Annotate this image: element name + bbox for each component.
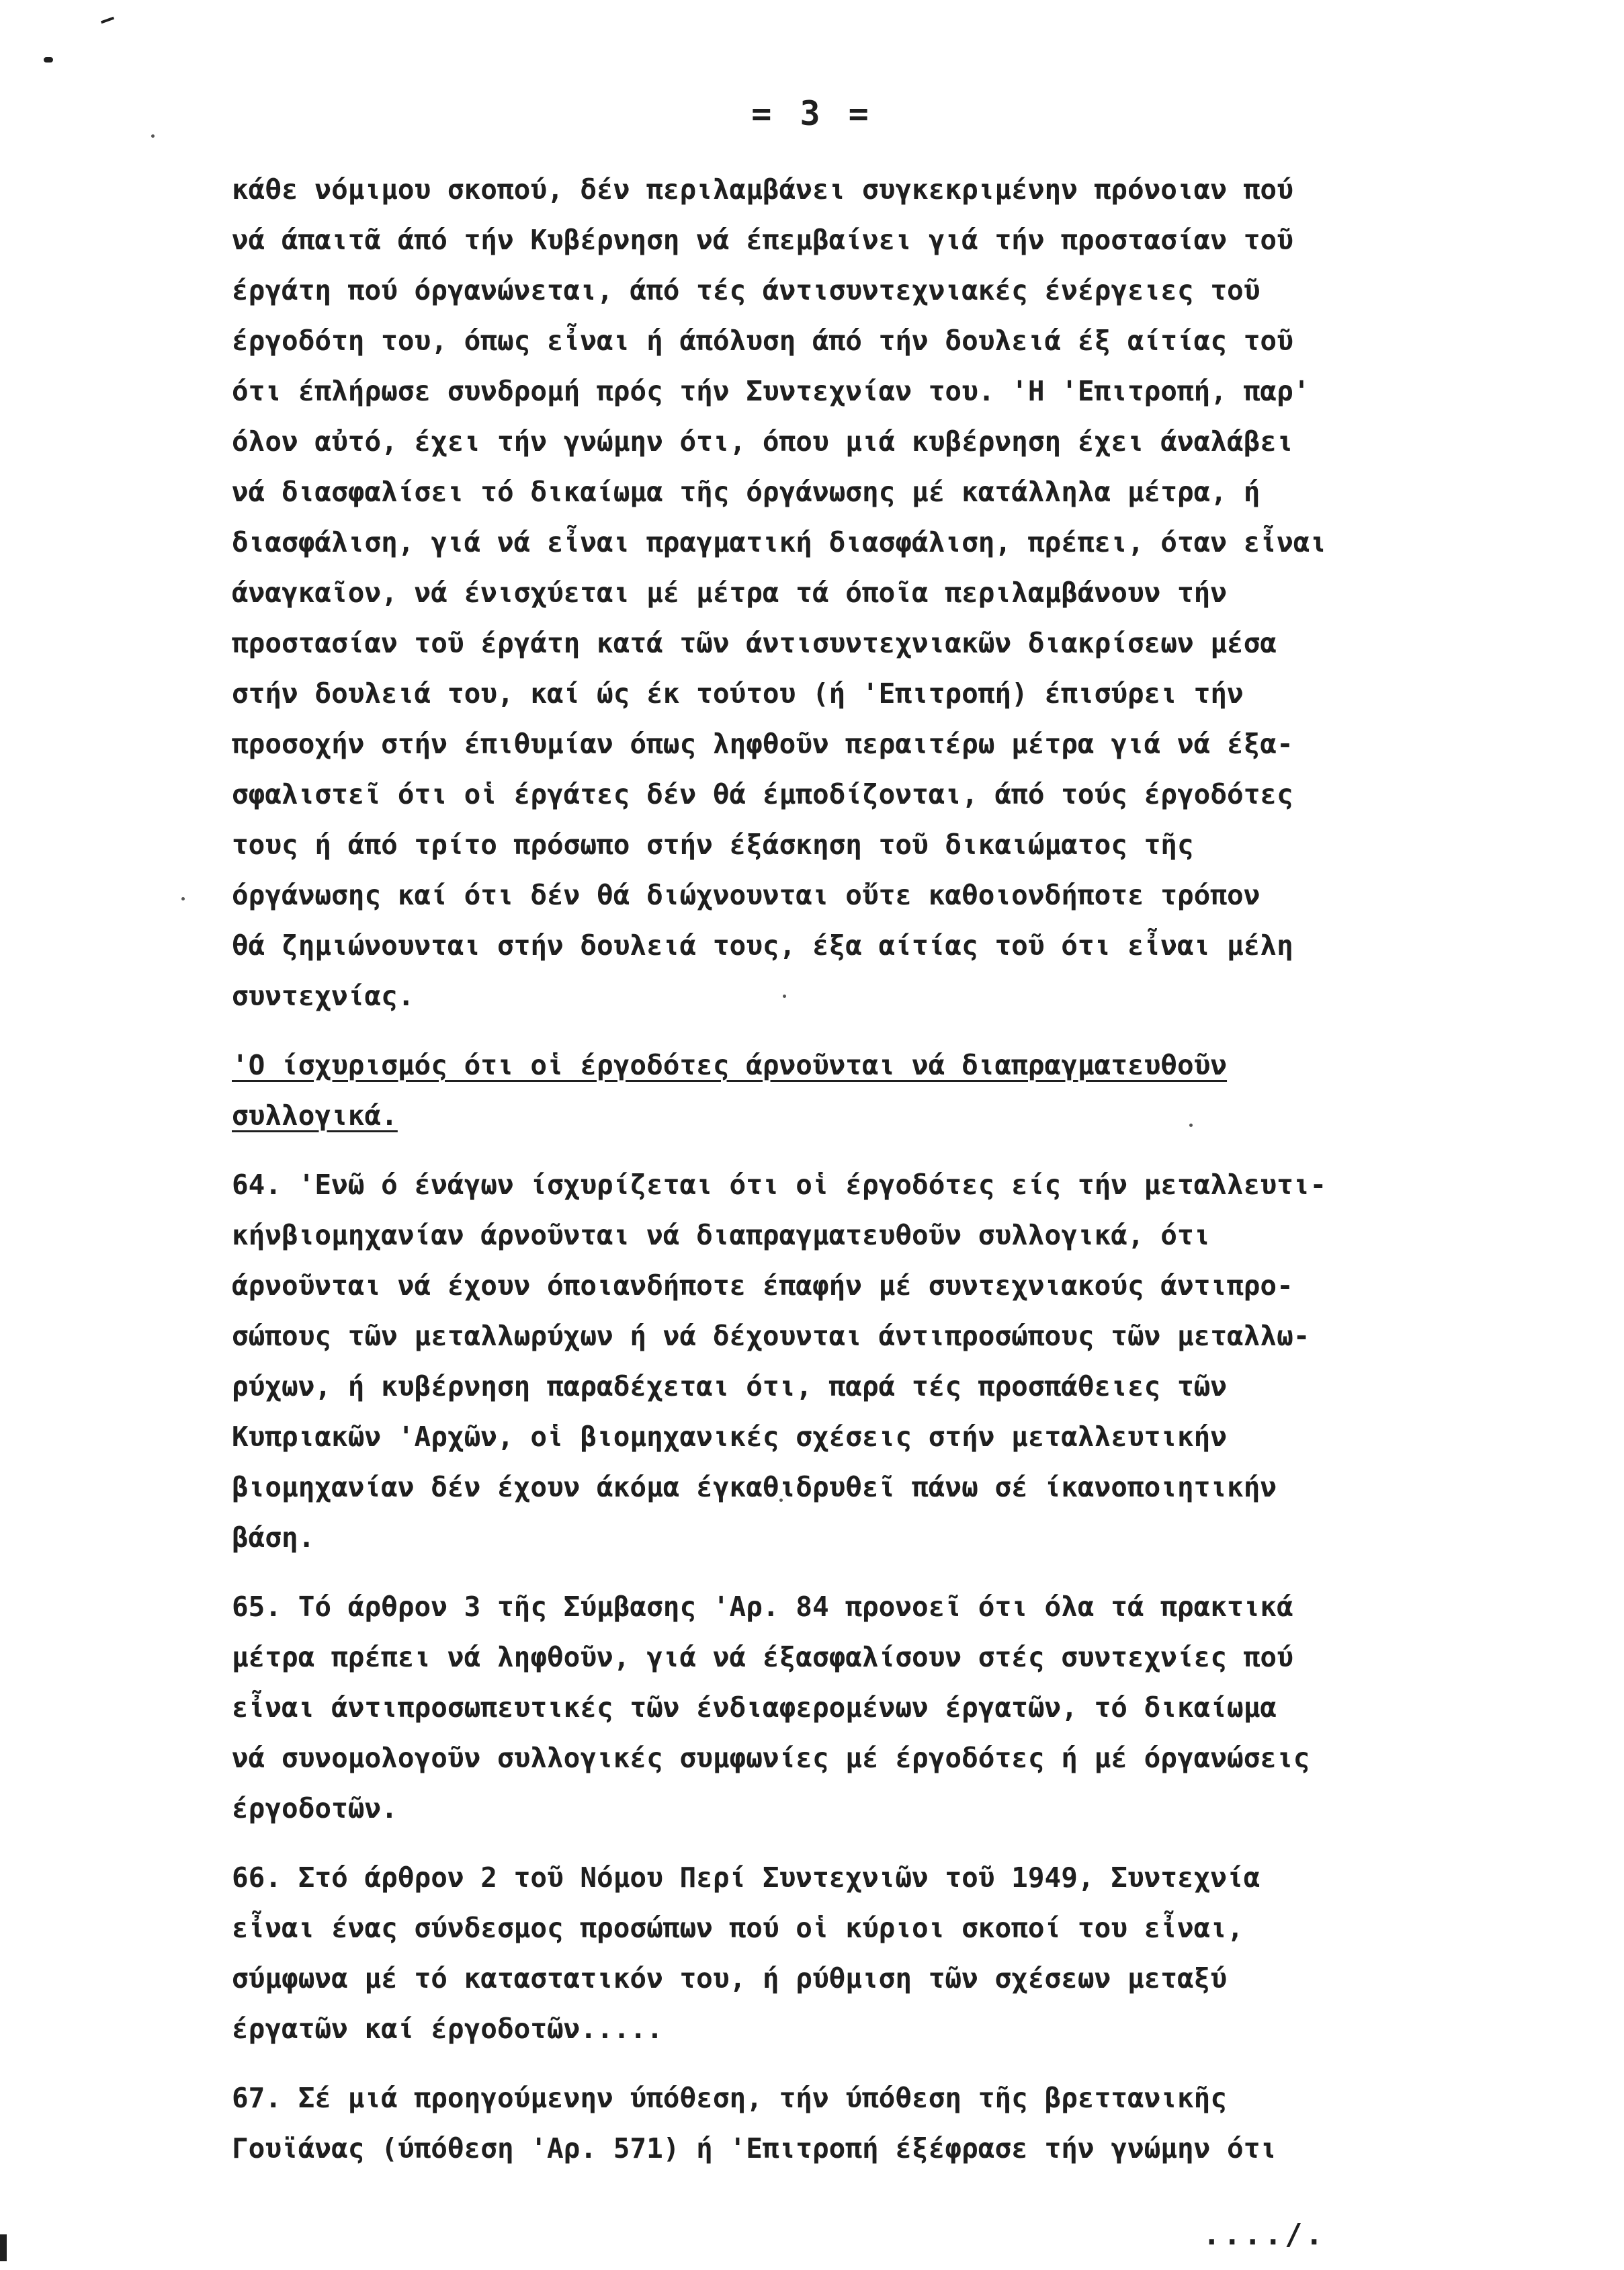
paragraph-67 [232,2073,1542,2174]
text-line: κάθε νόμιμου σκοπού, δέν περιλαμβάνει συγκεκριμένην πρόνοιαν πού [232,173,1293,206]
text-line: εἶναι ένας σύνδεσμος προσώπων πού οἱ κύριοι σκοποί του εἶναι, [232,1912,1244,1944]
text-line: διασφάλιση, γιά νά εἶναι πραγματική διασφάλιση, πρέπει, όταν εἶναι [232,526,1327,558]
text-line: ότι έπλήρωσε συνδρομή πρός τήν Συντεχνίαν του. 'Η 'Επιτροπή, παρ' [232,375,1310,407]
heading-line: 'Ο ίσχυρισμός ότι οἱ έργοδότες άρνοῦνται νά διαπραγματευθοῦν [232,1049,1228,1081]
document-body [232,165,1542,2174]
text-line: σφαλιστεῖ ότι οἱ έργάτες δέν θά έμποδίζονται, άπό τούς έργοδότες [232,778,1293,810]
text-line: προσοχήν στήν έπιθυμίαν όπως ληφθοῦν περαιτέρω μέτρα γιά νά έξα- [232,728,1293,760]
scan-speck-top [101,17,114,24]
text-line: νά συνομολογοῦν συλλογικές συμφωνίες μέ έργοδότες ή μέ όργανώσεις [232,1742,1310,1774]
text-line: στήν δουλειά του, καί ώς έκ τούτου (ή 'Επιτροπή) έπισύρει τήν [232,677,1244,710]
text-line: έργοδοτῶν. [232,1792,398,1824]
text-line: θά ζημιώνουνται στήν δουλειά τους, έξα αίτίας τοῦ ότι εἶναι μέλη [232,929,1293,962]
text-line: έργατῶν καί έργοδοτῶν..... [232,2013,663,2045]
paragraph-gap [232,1141,1542,1160]
text-line: νά άπαιτᾶ άπό τήν Κυβέρνηση νά έπεμβαίνει γιά τήν προστασίαν τοῦ [232,224,1293,256]
text-line: βιομηχανίαν δέν έχουν άκόμα έγκαθιδρυθεῖ πάνω σέ ίκανοποιητικήν [232,1471,1277,1503]
text-line: 64. 'Ενῶ ό ένάγων ίσχυρίζεται ότι οἱ έργοδότες είς τήν μεταλλευτι- [232,1169,1327,1201]
text-line: βάση. [232,1521,315,1554]
text-line: Γουϊάνας (ύπόθεση 'Αρ. 571) ή 'Επιτροπή έξέφρασε τήν γνώμην ότι [232,2132,1277,2164]
paragraph-65 [232,1582,1542,1834]
text-line: σώπους τῶν μεταλλωρύχων ή νά δέχουνται άντιπροσώπους τῶν μεταλλω- [232,1320,1310,1352]
scan-edge-mark [0,2234,7,2261]
scan-dot [151,134,155,138]
text-line: έργοδότη του, όπως εἶναι ή άπόλυση άπό τήν δουλειά έξ αίτίας τοῦ [232,325,1293,357]
text-line: 65. Τό άρθρον 3 τῆς Σύμβασης 'Αρ. 84 προνοεῖ ότι όλα τά πρακτικά [232,1591,1293,1623]
text-line: εἶναι άντιπροσωπευτικές τῶν ένδιαφερομένων έργατῶν, τό δικαίωμα [232,1691,1277,1724]
heading-line: συλλογικά. [232,1099,398,1132]
continuation-mark: ..../. [1203,2218,1326,2252]
paragraph-gap [232,1563,1542,1582]
paragraph-gap [232,1834,1542,1853]
text-line: άρνοῦνται νά έχουν όποιανδήποτε έπαφήν μέ συντεχνιακούς άντιπρο- [232,1269,1293,1302]
paragraph-continued [232,165,1542,1021]
paragraph-gap [232,1021,1542,1040]
paragraph-64 [232,1160,1542,1563]
text-line: σύμφωνα μέ τό καταστατικόν του, ή ρύθμιση τῶν σχέσεων μεταξύ [232,1962,1228,1994]
text-line: όλον αὐτό, έχει τήν γνώμην ότι, όπου μιά κυβέρνηση έχει άναλάβει [232,425,1293,458]
paragraph-gap [232,2054,1542,2073]
scan-dot [181,897,185,900]
text-line: κήνβιομηχανίαν άρνοῦνται νά διαπραγματευθοῦν συλλογικά, ότι [232,1219,1211,1251]
page-number: = 3 = [751,94,873,133]
scan-speck-left [44,57,53,62]
text-line: Κυπριακῶν 'Αρχῶν, οἱ βιομηχανικές σχέσεις στήν μεταλλευτικήν [232,1421,1228,1453]
text-line: όργάνωσης καί ότι δέν θά διώχνουνται οὔτε καθοιονδήποτε τρόπον [232,879,1260,911]
section-heading [232,1040,1542,1141]
text-line: 66. Στό άρθρον 2 τοῦ Νόμου Περί Συντεχνιῶν τοῦ 1949, Συντεχνία [232,1861,1260,1894]
paragraph-66 [232,1853,1542,2054]
text-line: προστασίαν τοῦ έργάτη κατά τῶν άντισυντεχνιακῶν διακρίσεων μέσα [232,627,1277,659]
text-line: συντεχνίας. [232,980,415,1012]
text-line: μέτρα πρέπει νά ληφθοῦν, γιά νά έξασφαλίσουν στές συντεχνίες πού [232,1641,1293,1673]
text-line: νά διασφαλίσει τό δικαίωμα τῆς όργάνωσης μέ κατάλληλα μέτρα, ή [232,476,1260,508]
text-line: έργάτη πού όργανώνεται, άπό τές άντισυντεχνιακές ένέργειες τοῦ [232,274,1260,306]
text-line: ρύχων, ή κυβέρνηση παραδέχεται ότι, παρά τές προσπάθειες τῶν [232,1370,1228,1402]
text-line: 67. Σέ μιά προηγούμενην ύπόθεση, τήν ύπόθεση τῆς βρεττανικῆς [232,2082,1228,2114]
text-line: τους ή άπό τρίτο πρόσωπο στήν έξάσκηση τοῦ δικαιώματος τῆς [232,829,1194,861]
text-line: άναγκαῖον, νά ένισχύεται μέ μέτρα τά όποῖα περιλαμβάνουν τήν [232,577,1228,609]
